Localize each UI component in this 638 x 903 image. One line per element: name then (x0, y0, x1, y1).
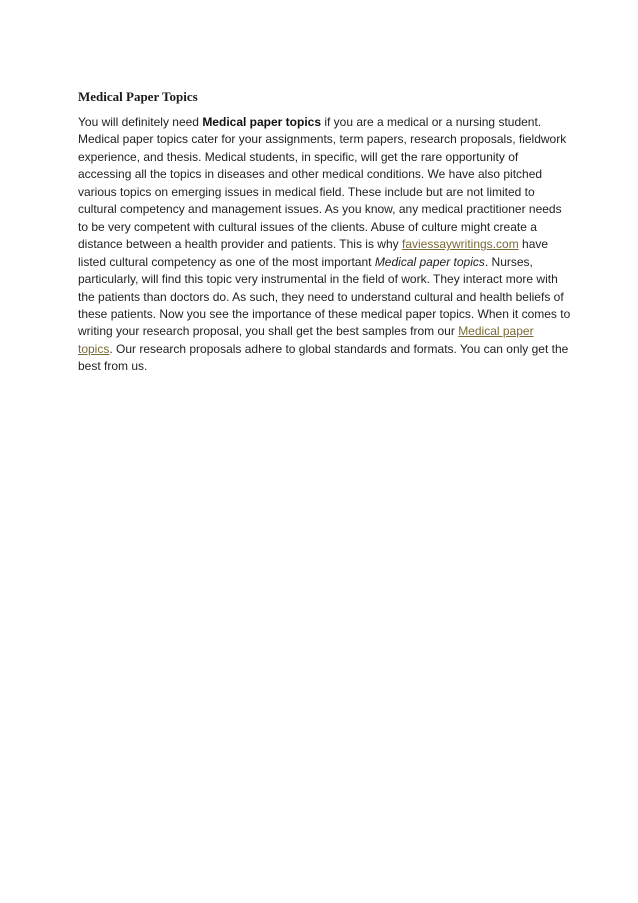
paragraph-line: experience, and thesis. Medical students, in specific, will get the rare opportunity of (78, 149, 519, 164)
paragraph-line (78, 114, 568, 131)
text-run: . Our research proposals adhere to global standards and formats. You can only get the (109, 341, 569, 356)
paragraph-line: best from us. (78, 359, 148, 374)
paragraph-line: the patients than doctors do. As such, they need to understand cultural and health beliefs of (78, 289, 564, 304)
text-run: distance between a health provider and patients. This is why (78, 237, 402, 252)
paragraph-line: accessing all the topics in diseases and other medical conditions. We have also pitched (78, 167, 543, 182)
paragraph-line: cultural competency and management issues. As you know, any medical practitioner needs (78, 202, 562, 217)
medical-paper-topics-link-continued[interactable]: topics (78, 341, 110, 356)
medical-paper-topics-link[interactable]: Medical paper (458, 324, 534, 339)
paragraph-line: various topics on emerging issues in medical field. These include but are not limited to (78, 184, 535, 199)
paragraph-line: to be very competent with cultural issues of the clients. Abuse of culture might create a (78, 219, 537, 234)
italic-text: Medical paper topics (374, 254, 485, 269)
paragraph-line: Medical paper topics cater for your assignments, term papers, research proposals, fieldwork (78, 132, 567, 147)
paragraph-line (78, 254, 568, 271)
website-link[interactable]: faviessaywritings.com (401, 237, 519, 252)
page-title: Medical Paper Topics (78, 89, 198, 104)
text-run: . Nurses, (484, 254, 533, 269)
body-paragraph (78, 114, 571, 376)
text-run: writing your research proposal, you shall get the best samples from our (78, 324, 459, 339)
text-run: have (518, 237, 549, 252)
text-run: You will definitely need (78, 115, 203, 129)
paragraph-line (78, 341, 568, 358)
text-run: listed cultural competency as one of the most important (78, 254, 375, 269)
text-run: if you are a medical or a nursing student. (321, 115, 542, 129)
paragraph-line (78, 323, 568, 340)
paragraph-line: particularly, will find this topic very instrumental in the field of work. They interact more with (78, 272, 558, 287)
paragraph-line (78, 236, 568, 253)
paragraph-line: these patients. Now you see the importance of these medical paper topics. When it comes to (78, 306, 571, 321)
bold-text: Medical paper topics (202, 115, 322, 129)
